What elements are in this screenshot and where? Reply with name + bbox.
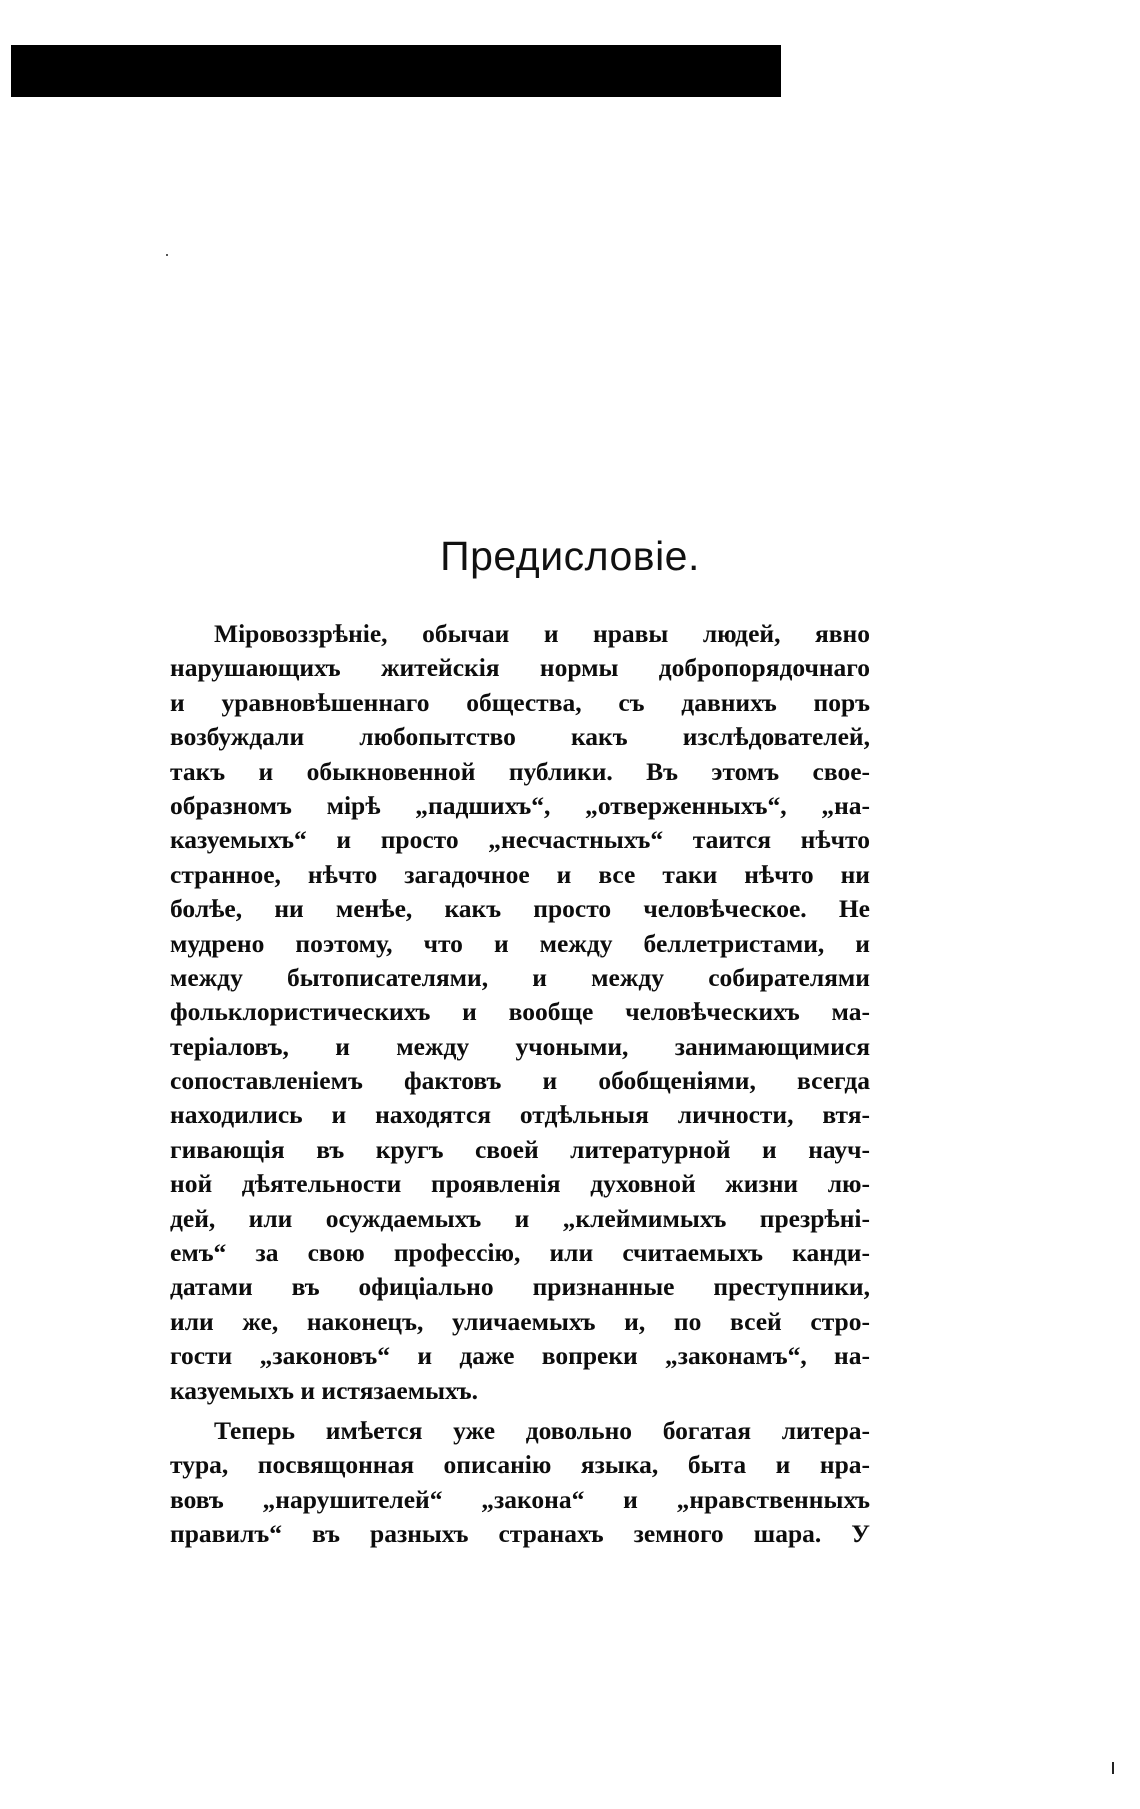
text-line: между бытописателями, и между собирателями [170, 962, 870, 992]
text-line: гости „законовъ“ и даже вопреки „законамъ“, на- [170, 1341, 870, 1371]
text-line: казуемыхъ и истязаемыхъ. [170, 1375, 479, 1405]
text-line: тура, посвящонная описанію языка, быта и нра- [170, 1450, 870, 1480]
redaction-bar [11, 45, 781, 97]
text-line: гивающія въ кругъ своей литературной и науч- [170, 1134, 870, 1164]
text-line: возбуждали любопытство какъ изслѣдователей, [170, 722, 870, 752]
text-line: нарушающихъ житейскія нормы добропорядочнаго [170, 653, 870, 683]
text-line: емъ“ за свою профессію, или считаемыхъ канди- [170, 1238, 870, 1268]
text-line: дей, или осуждаемыхъ и „клеймимыхъ презрѣні- [170, 1203, 870, 1233]
text-line: странное, нѣчто загадочное и все таки нѣчто ни [170, 859, 870, 889]
text-line: находились и находятся отдѣльныя личности, втя- [170, 1100, 870, 1130]
text-line: Міровоззрѣніе, обычаи и нравы людей, явно [214, 619, 870, 648]
text-line: болѣе, ни менѣе, какъ просто человѣческое. Не [170, 894, 870, 924]
text-line: казуемыхъ“ и просто „несчастныхъ“ таится нѣчто [170, 825, 870, 855]
text-line: такъ и обыкновенной публики. Въ этомъ свое- [170, 756, 870, 786]
text-line: сопоставленіемъ фактовъ и обобщеніями, всегда [170, 1066, 870, 1096]
text-line: датами въ офиціально признанные преступники, [170, 1272, 870, 1302]
text-line: ной дѣятельности проявленія духовной жизни лю- [170, 1169, 870, 1199]
body-text [170, 617, 870, 1552]
text-line: и уравновѣшеннаго общества, съ давнихъ поръ [170, 687, 870, 717]
text-line: теріаловъ, и между учоными, занимающимися [170, 1031, 870, 1061]
text-line: или же, наконецъ, уличаемыхъ и, по всей стро- [170, 1306, 870, 1336]
text-line: правилъ“ въ разныхъ странахъ земного шара. У [170, 1519, 870, 1549]
text-line: мудрено поэтому, что и между беллетристами, и [170, 928, 870, 958]
page-title: Предисловіе. [440, 533, 700, 579]
text-line: образномъ мірѣ „падшихъ“, „отверженныхъ“, „на- [170, 790, 870, 820]
scan-speck [166, 254, 168, 256]
text-line: Теперь имѣется уже довольно богатая литера- [214, 1415, 870, 1445]
text-line: фольклористическихъ и вообще человѣческихъ ма- [170, 997, 870, 1027]
text-line: вовъ „нарушителей“ „закона“ и „нравственныхъ [170, 1484, 870, 1514]
scan-speck [1112, 1762, 1114, 1774]
